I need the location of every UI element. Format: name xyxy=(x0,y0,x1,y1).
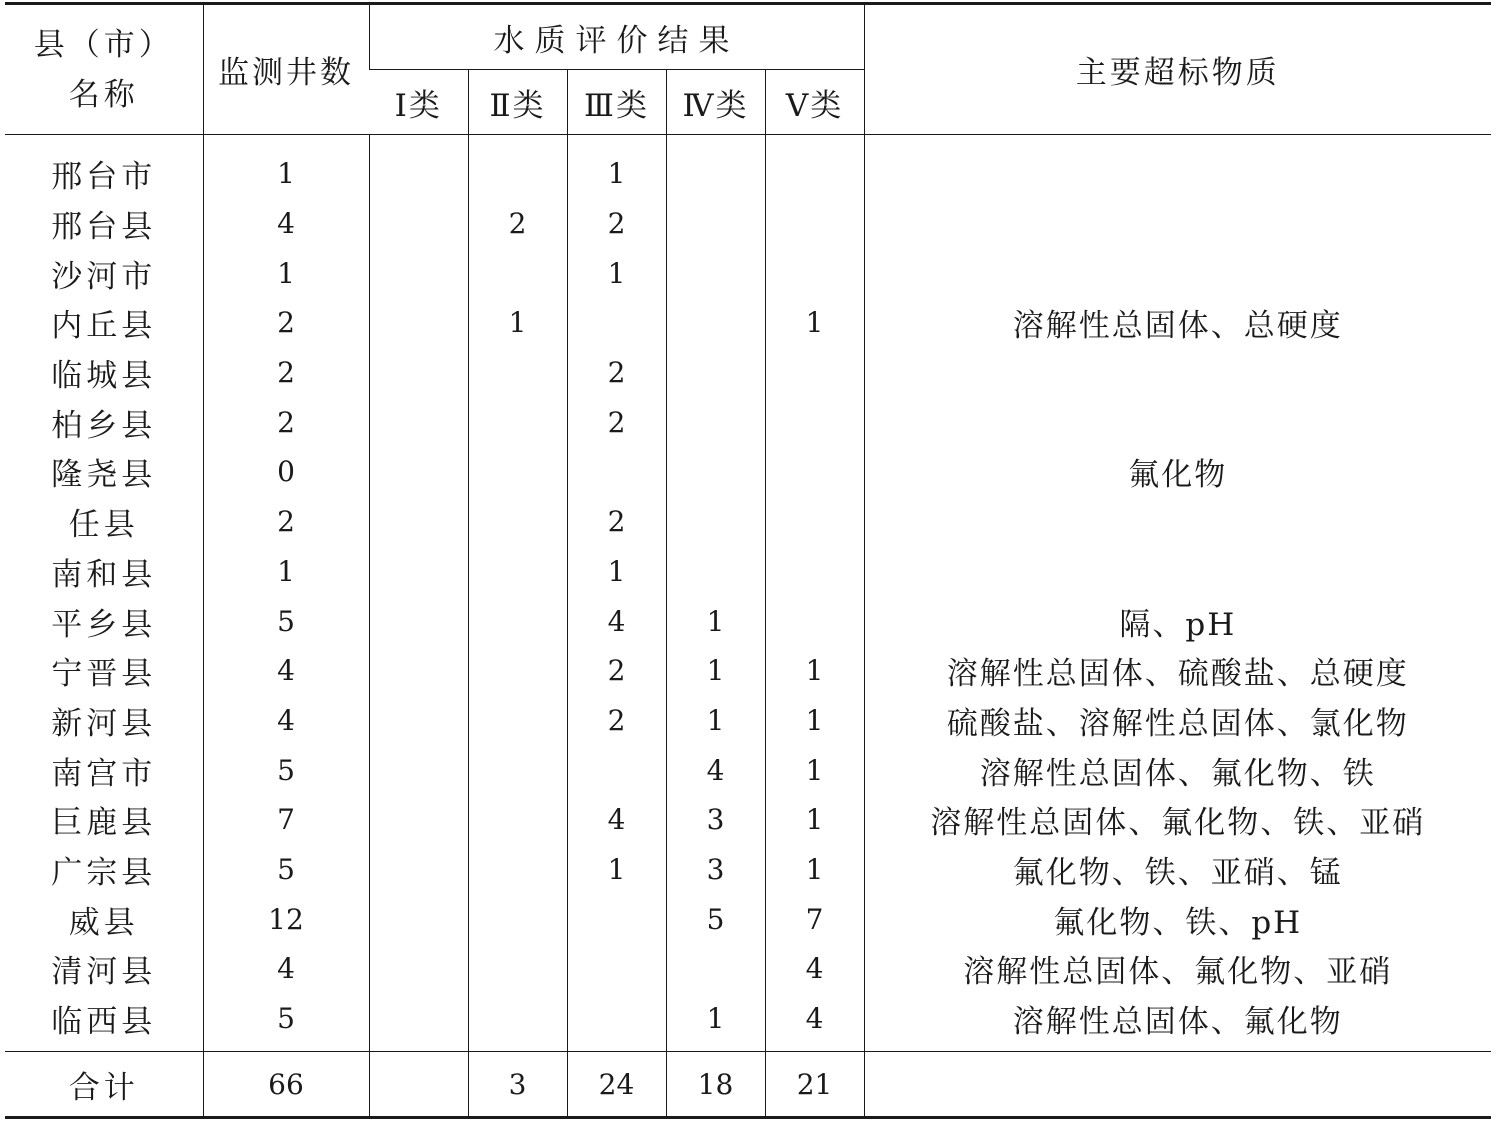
class-4-count xyxy=(666,447,765,497)
exceeding-substances: 氟化物 xyxy=(864,447,1491,497)
county-name: 临城县 xyxy=(51,358,157,395)
exceeding-substances: 溶解性总固体、氟化物 xyxy=(864,994,1491,1052)
header-evaluation-group: 水质评价结果 xyxy=(369,4,864,70)
well-count: 2 xyxy=(203,348,369,398)
class-5-count xyxy=(765,248,864,298)
table-row xyxy=(5,994,1491,1052)
well-count: 2 xyxy=(203,397,369,447)
class-3-count xyxy=(567,298,666,348)
class-2-count: 1 xyxy=(468,298,567,348)
exceeding-substances: 硫酸盐、溶解性总固体、氯化物 xyxy=(864,696,1491,746)
well-count: 2 xyxy=(203,497,369,547)
exceeding-substances xyxy=(864,547,1491,597)
class-4-count: 1 xyxy=(666,696,765,746)
class-3-count: 1 xyxy=(567,547,666,597)
total-class-2: 3 xyxy=(468,1052,567,1118)
class-4-count xyxy=(666,348,765,398)
header-class-5: Ⅴ类 xyxy=(765,70,864,135)
class-5-count xyxy=(765,447,864,497)
total-class-3: 24 xyxy=(567,1052,666,1118)
class-4-count xyxy=(666,199,765,249)
table-row xyxy=(5,199,1491,249)
exceeding-substances: 溶解性总固体、氟化物、铁、亚硝 xyxy=(864,795,1491,845)
table-row xyxy=(5,298,1491,348)
table-row xyxy=(5,547,1491,597)
class-5-count xyxy=(765,596,864,646)
well-count: 7 xyxy=(203,795,369,845)
header-well-count: 监测井数 xyxy=(203,4,369,135)
exceeding-substances xyxy=(864,397,1491,447)
header-exceeding-substances: 主要超标物质 xyxy=(864,4,1491,135)
class-4-count: 5 xyxy=(666,894,765,944)
class-2-count xyxy=(468,994,567,1052)
well-count: 4 xyxy=(203,646,369,696)
class-4-count xyxy=(666,248,765,298)
class-4-count xyxy=(666,944,765,994)
class-4-count xyxy=(666,135,765,199)
class-3-count xyxy=(567,745,666,795)
class-2-count xyxy=(468,894,567,944)
class-4-count xyxy=(666,547,765,597)
class-4-count xyxy=(666,497,765,547)
class-3-count xyxy=(567,447,666,497)
total-label: 合计 xyxy=(5,1052,203,1118)
class-2-count xyxy=(468,348,567,398)
county-name: 清河县 xyxy=(51,954,157,991)
class-3-count xyxy=(567,994,666,1052)
county-name: 临西县 xyxy=(51,1004,157,1041)
header-class-2: Ⅱ类 xyxy=(468,70,567,135)
table-header xyxy=(5,4,1491,135)
class-2-count: 2 xyxy=(468,199,567,249)
class-2-count xyxy=(468,696,567,746)
well-count: 0 xyxy=(203,447,369,497)
class-3-count: 1 xyxy=(567,135,666,199)
class-3-count: 2 xyxy=(567,497,666,547)
header-county-name xyxy=(5,4,203,135)
table-row xyxy=(5,135,1491,199)
exceeding-substances: 溶解性总固体、总硬度 xyxy=(864,298,1491,348)
class-2-count xyxy=(468,596,567,646)
class-5-count xyxy=(765,135,864,199)
table-row xyxy=(5,248,1491,298)
well-count: 2 xyxy=(203,298,369,348)
class-5-count: 1 xyxy=(765,696,864,746)
county-name: 柏乡县 xyxy=(51,407,157,444)
class-2-count xyxy=(468,845,567,895)
table-row xyxy=(5,944,1491,994)
table-row xyxy=(5,745,1491,795)
county-name: 宁晋县 xyxy=(51,656,157,693)
total-class-4: 18 xyxy=(666,1052,765,1118)
well-count: 4 xyxy=(203,696,369,746)
class-5-count: 1 xyxy=(765,298,864,348)
class-3-count: 2 xyxy=(567,646,666,696)
well-count: 1 xyxy=(203,547,369,597)
exceeding-substances xyxy=(864,497,1491,547)
class-1-count xyxy=(369,845,468,895)
class-5-count xyxy=(765,497,864,547)
class-1-count xyxy=(369,348,468,398)
class-3-count: 1 xyxy=(567,248,666,298)
county-name: 隆尧县 xyxy=(51,457,157,494)
class-2-count xyxy=(468,497,567,547)
well-count: 4 xyxy=(203,199,369,249)
exceeding-substances xyxy=(864,248,1491,298)
well-count: 5 xyxy=(203,596,369,646)
county-name: 平乡县 xyxy=(51,606,157,643)
exceeding-substances: 氟化物、铁、pH xyxy=(864,894,1491,944)
class-4-count: 3 xyxy=(666,795,765,845)
table-row xyxy=(5,795,1491,845)
exceeding-substances xyxy=(864,348,1491,398)
header-class-4: Ⅳ类 xyxy=(666,70,765,135)
class-4-count: 4 xyxy=(666,745,765,795)
class-5-count xyxy=(765,547,864,597)
exceeding-substances xyxy=(864,199,1491,249)
header-class-3: Ⅲ类 xyxy=(567,70,666,135)
water-quality-table-container xyxy=(5,2,1491,1119)
class-4-count: 1 xyxy=(666,646,765,696)
well-count: 5 xyxy=(203,845,369,895)
water-quality-table xyxy=(5,2,1491,1119)
well-count: 1 xyxy=(203,135,369,199)
total-class-5: 21 xyxy=(765,1052,864,1118)
class-4-count: 3 xyxy=(666,845,765,895)
county-name: 威县 xyxy=(68,904,139,941)
class-5-count xyxy=(765,348,864,398)
class-3-count: 1 xyxy=(567,845,666,895)
class-1-count xyxy=(369,696,468,746)
class-1-count xyxy=(369,497,468,547)
class-3-count: 2 xyxy=(567,397,666,447)
county-name: 邢台县 xyxy=(51,209,157,246)
county-name: 邢台市 xyxy=(51,159,157,196)
county-name: 内丘县 xyxy=(51,308,157,345)
class-4-count: 1 xyxy=(666,994,765,1052)
class-2-count xyxy=(468,447,567,497)
class-1-count xyxy=(369,596,468,646)
table-row xyxy=(5,696,1491,746)
county-name: 广宗县 xyxy=(51,854,157,891)
class-1-count xyxy=(369,745,468,795)
county-name: 巨鹿县 xyxy=(51,805,157,842)
class-1-count xyxy=(369,397,468,447)
exceeding-substances: 隔、pH xyxy=(864,596,1491,646)
class-1-count xyxy=(369,135,468,199)
class-3-count: 4 xyxy=(567,795,666,845)
table-row xyxy=(5,497,1491,547)
class-1-count xyxy=(369,199,468,249)
well-count: 4 xyxy=(203,944,369,994)
class-3-count xyxy=(567,894,666,944)
class-3-count: 2 xyxy=(567,696,666,746)
class-5-count xyxy=(765,199,864,249)
class-5-count: 1 xyxy=(765,646,864,696)
class-5-count: 1 xyxy=(765,795,864,845)
well-count: 5 xyxy=(203,745,369,795)
well-count: 5 xyxy=(203,994,369,1052)
table-row xyxy=(5,894,1491,944)
class-2-count xyxy=(468,646,567,696)
exceeding-substances: 溶解性总固体、氟化物、亚硝 xyxy=(864,944,1491,994)
class-3-count: 2 xyxy=(567,348,666,398)
class-1-count xyxy=(369,447,468,497)
total-substances xyxy=(864,1052,1491,1118)
table-row xyxy=(5,646,1491,696)
county-name: 新河县 xyxy=(51,705,157,742)
class-2-count xyxy=(468,944,567,994)
class-1-count xyxy=(369,944,468,994)
county-name: 南和县 xyxy=(51,556,157,593)
header-county-line2: 名称 xyxy=(68,76,139,113)
class-2-count xyxy=(468,795,567,845)
class-1-count xyxy=(369,894,468,944)
well-count: 12 xyxy=(203,894,369,944)
header-county-line1: 县（市） xyxy=(33,26,174,63)
total-class-1 xyxy=(369,1052,468,1118)
class-4-count xyxy=(666,397,765,447)
class-3-count: 4 xyxy=(567,596,666,646)
class-5-count: 4 xyxy=(765,944,864,994)
class-2-count xyxy=(468,248,567,298)
table-row xyxy=(5,397,1491,447)
table-footer xyxy=(5,1052,1491,1118)
class-2-count xyxy=(468,745,567,795)
table-row xyxy=(5,596,1491,646)
class-1-count xyxy=(369,248,468,298)
exceeding-substances xyxy=(864,135,1491,199)
class-5-count: 7 xyxy=(765,894,864,944)
county-name: 沙河市 xyxy=(51,258,157,295)
county-name: 任县 xyxy=(68,507,139,544)
class-1-count xyxy=(369,547,468,597)
class-3-count: 2 xyxy=(567,199,666,249)
header-class-1: Ⅰ类 xyxy=(369,70,468,135)
class-1-count xyxy=(369,795,468,845)
class-1-count xyxy=(369,646,468,696)
class-4-count: 1 xyxy=(666,596,765,646)
class-2-count xyxy=(468,397,567,447)
well-count: 1 xyxy=(203,248,369,298)
class-2-count xyxy=(468,547,567,597)
class-4-count xyxy=(666,298,765,348)
class-2-count xyxy=(468,135,567,199)
class-5-count: 1 xyxy=(765,745,864,795)
total-wells: 66 xyxy=(203,1052,369,1118)
exceeding-substances: 溶解性总固体、硫酸盐、总硬度 xyxy=(864,646,1491,696)
table-row xyxy=(5,447,1491,497)
class-1-count xyxy=(369,994,468,1052)
table-row xyxy=(5,348,1491,398)
total-row xyxy=(5,1052,1491,1118)
table-row xyxy=(5,845,1491,895)
class-5-count: 4 xyxy=(765,994,864,1052)
county-name: 南宫市 xyxy=(51,755,157,792)
exceeding-substances: 溶解性总固体、氟化物、铁 xyxy=(864,745,1491,795)
class-3-count xyxy=(567,944,666,994)
exceeding-substances: 氟化物、铁、亚硝、锰 xyxy=(864,845,1491,895)
class-5-count xyxy=(765,397,864,447)
class-5-count: 1 xyxy=(765,845,864,895)
class-1-count xyxy=(369,298,468,348)
table-body xyxy=(5,135,1491,1052)
